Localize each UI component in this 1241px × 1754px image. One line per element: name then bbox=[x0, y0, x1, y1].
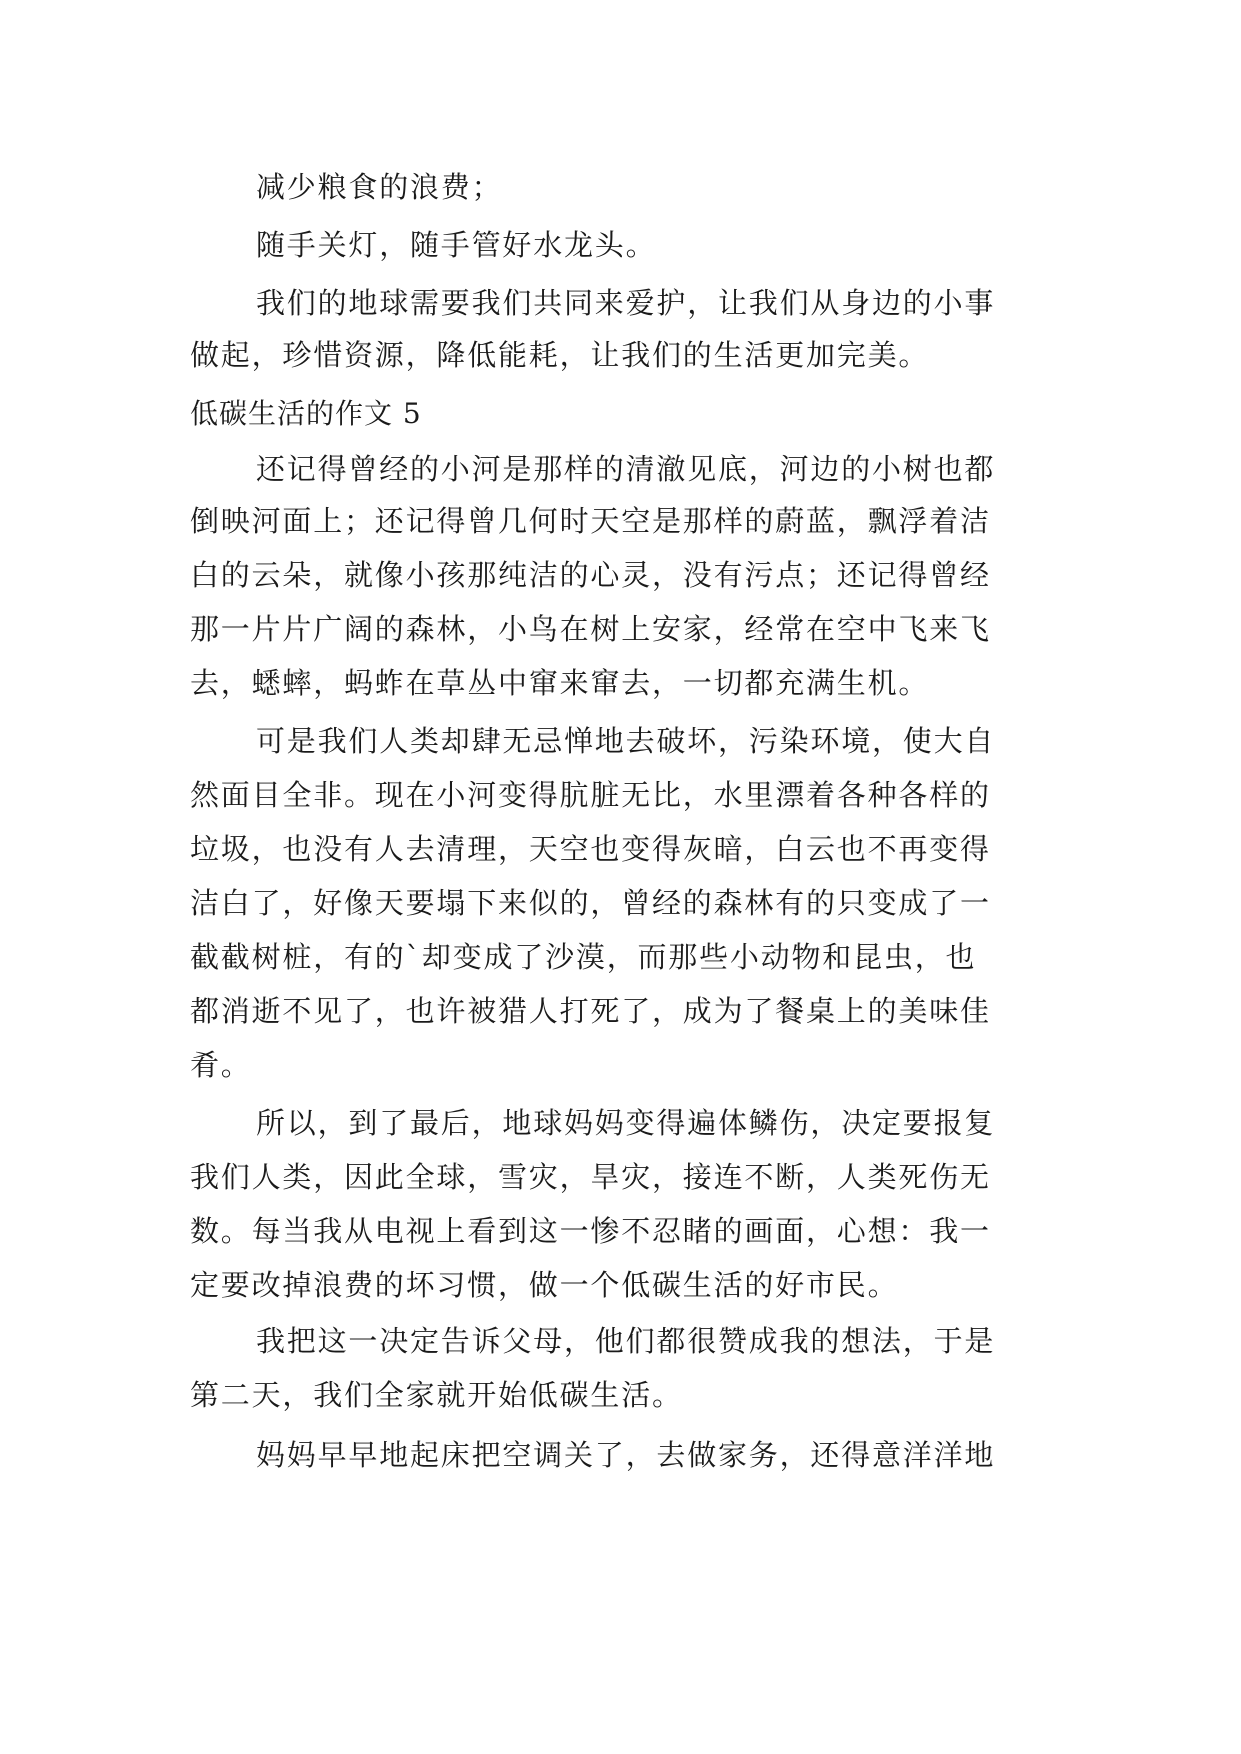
section-heading: 低碳生活的作文 5 bbox=[190, 397, 422, 430]
paragraph-line: 我把这一决定告诉父母，他们都很赞成我的想法，于是 bbox=[256, 1324, 996, 1358]
paragraph-line: 妈妈早早地起床把空调关了，去做家务，还得意洋洋地 bbox=[256, 1438, 996, 1472]
paragraph-line: 肴。 bbox=[190, 1048, 252, 1082]
paragraph-line: 定要改掉浪费的坏习惯，做一个低碳生活的好市民。 bbox=[190, 1268, 899, 1302]
paragraph-line: 都消逝不见了，也许被猎人打死了，成为了餐桌上的美味佳 bbox=[190, 994, 991, 1028]
paragraph-line: 我们的地球需要我们共同来爱护，让我们从身边的小事 bbox=[256, 286, 996, 320]
paragraph-line: 可是我们人类却肆无忌惮地去破坏，污染环境，使大自 bbox=[256, 724, 996, 758]
paragraph-line: 还记得曾经的小河是那样的清澈见底，河边的小树也都 bbox=[256, 452, 996, 486]
paragraph-line: 第二天，我们全家就开始低碳生活。 bbox=[190, 1378, 683, 1412]
paragraph-line: 做起，珍惜资源，降低能耗，让我们的生活更加完美。 bbox=[190, 338, 930, 372]
paragraph-line: 垃圾，也没有人去清理，天空也变得灰暗，白云也不再变得 bbox=[190, 832, 991, 866]
paragraph-line: 减少粮食的浪费； bbox=[256, 170, 503, 204]
paragraph-line: 白的云朵，就像小孩那纯洁的心灵，没有污点；还记得曾经 bbox=[190, 558, 991, 592]
paragraph-line: 我们人类，因此全球，雪灾，旱灾，接连不断，人类死伤无 bbox=[190, 1160, 991, 1194]
paragraph-line: 数。每当我从电视上看到这一惨不忍睹的画面，心想：我一 bbox=[190, 1214, 991, 1248]
paragraph-line: 所以，到了最后，地球妈妈变得遍体鳞伤，决定要报复 bbox=[256, 1106, 996, 1140]
paragraph-line: 倒映河面上；还记得曾几何时天空是那样的蔚蓝，飘浮着洁 bbox=[190, 504, 991, 538]
paragraph-line: 随手关灯，随手管好水龙头。 bbox=[256, 228, 657, 262]
paragraph-line: 然面目全非。现在小河变得肮脏无比，水里漂着各种各样的 bbox=[190, 778, 991, 812]
paragraph-line: 洁白了，好像天要塌下来似的，曾经的森林有的只变成了一 bbox=[190, 886, 991, 920]
paragraph-line: 去，蟋蟀，蚂蚱在草丛中窜来窜去，一切都充满生机。 bbox=[190, 666, 930, 700]
paragraph-line: 那一片片广阔的森林，小鸟在树上安家，经常在空中飞来飞 bbox=[190, 612, 991, 646]
paragraph-line: 截截树桩，有的`却变成了沙漠，而那些小动物和昆虫，也 bbox=[190, 940, 977, 974]
